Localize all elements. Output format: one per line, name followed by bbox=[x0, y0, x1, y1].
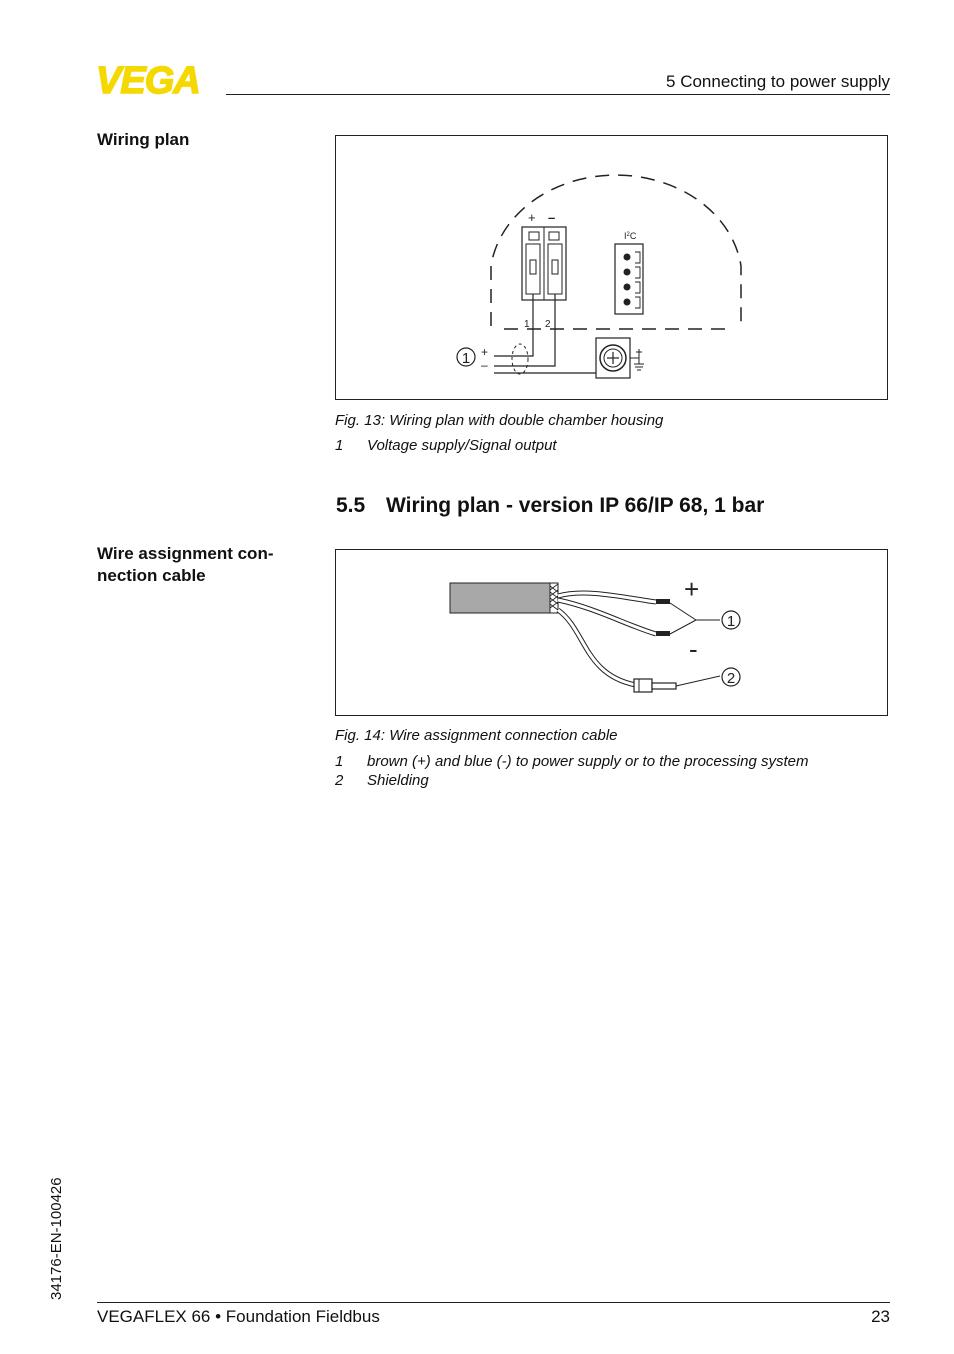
terminal-block bbox=[522, 227, 566, 300]
fig13-caption: Fig. 13: Wiring plan with double chamber housing bbox=[335, 412, 664, 429]
wire-assignment-label-line1: Wire assignment con- bbox=[97, 544, 274, 563]
section-heading bbox=[336, 494, 764, 518]
terminal-plus: + bbox=[528, 210, 536, 225]
ground-terminal bbox=[596, 338, 644, 378]
document-id: 34176-EN-100426 bbox=[48, 1177, 65, 1300]
cable-jacket bbox=[450, 583, 550, 613]
wire-blue-end bbox=[656, 631, 670, 636]
terminal-minus: – bbox=[548, 210, 556, 225]
section-number: 5.5 bbox=[336, 494, 366, 517]
wire-assignment-label bbox=[97, 543, 274, 587]
callout-2: 2 bbox=[726, 670, 736, 687]
chapter-title: 5 Connecting to power supply bbox=[666, 72, 890, 91]
legend-number: 2 bbox=[335, 772, 344, 789]
minus-sign: - bbox=[689, 634, 698, 664]
section-title-text: Wiring plan - version IP 66/IP 68, 1 bar bbox=[386, 494, 765, 517]
i2c-connector bbox=[615, 244, 643, 314]
shield-ferrule bbox=[634, 679, 676, 692]
wire-assignment-label-line2: nection cable bbox=[97, 566, 206, 585]
logo-text: VEGA bbox=[96, 62, 200, 98]
wire-brown-end bbox=[656, 599, 670, 604]
lead-plus: + bbox=[481, 345, 489, 359]
wire-minus bbox=[494, 294, 555, 366]
wire-assignment-figure bbox=[335, 549, 888, 716]
legend-number: 1 bbox=[335, 753, 344, 770]
plus-sign: + bbox=[684, 574, 700, 604]
page-number: 23 bbox=[871, 1307, 890, 1326]
cable-shield-outline bbox=[512, 344, 528, 374]
legend-number: 1 bbox=[335, 437, 344, 454]
lead-minus: – bbox=[481, 358, 488, 372]
wiring-plan-figure bbox=[335, 135, 888, 400]
i2c-label: $I^2C$ bbox=[624, 231, 637, 241]
fig14-legend-item bbox=[335, 753, 808, 770]
wiring-plan-diagram bbox=[336, 136, 887, 399]
footer-rule bbox=[97, 1302, 890, 1303]
wire-assignment-diagram bbox=[336, 550, 887, 715]
footer-product: VEGAFLEX 66 • Foundation Fieldbus bbox=[97, 1307, 380, 1326]
terminal-number-1: 1 bbox=[524, 319, 530, 330]
vega-logo bbox=[96, 62, 220, 98]
terminal-number-2: 2 bbox=[545, 319, 551, 330]
fig14-caption: Fig. 14: Wire assignment connection cable bbox=[335, 727, 618, 744]
callout-1: 1 bbox=[461, 350, 471, 367]
fig13-legend-item bbox=[335, 437, 557, 454]
wiring-plan-label: Wiring plan bbox=[97, 130, 190, 149]
fig14-legend-item bbox=[335, 772, 429, 789]
legend-text: brown (+) and blue (-) to power supply or to the processing system bbox=[367, 753, 809, 770]
cable-braid bbox=[550, 583, 558, 613]
legend-text: Voltage supply/Signal output bbox=[367, 437, 557, 454]
header-rule bbox=[226, 94, 890, 95]
legend-text: Shielding bbox=[367, 772, 429, 789]
callout-1: 1 bbox=[726, 613, 736, 630]
